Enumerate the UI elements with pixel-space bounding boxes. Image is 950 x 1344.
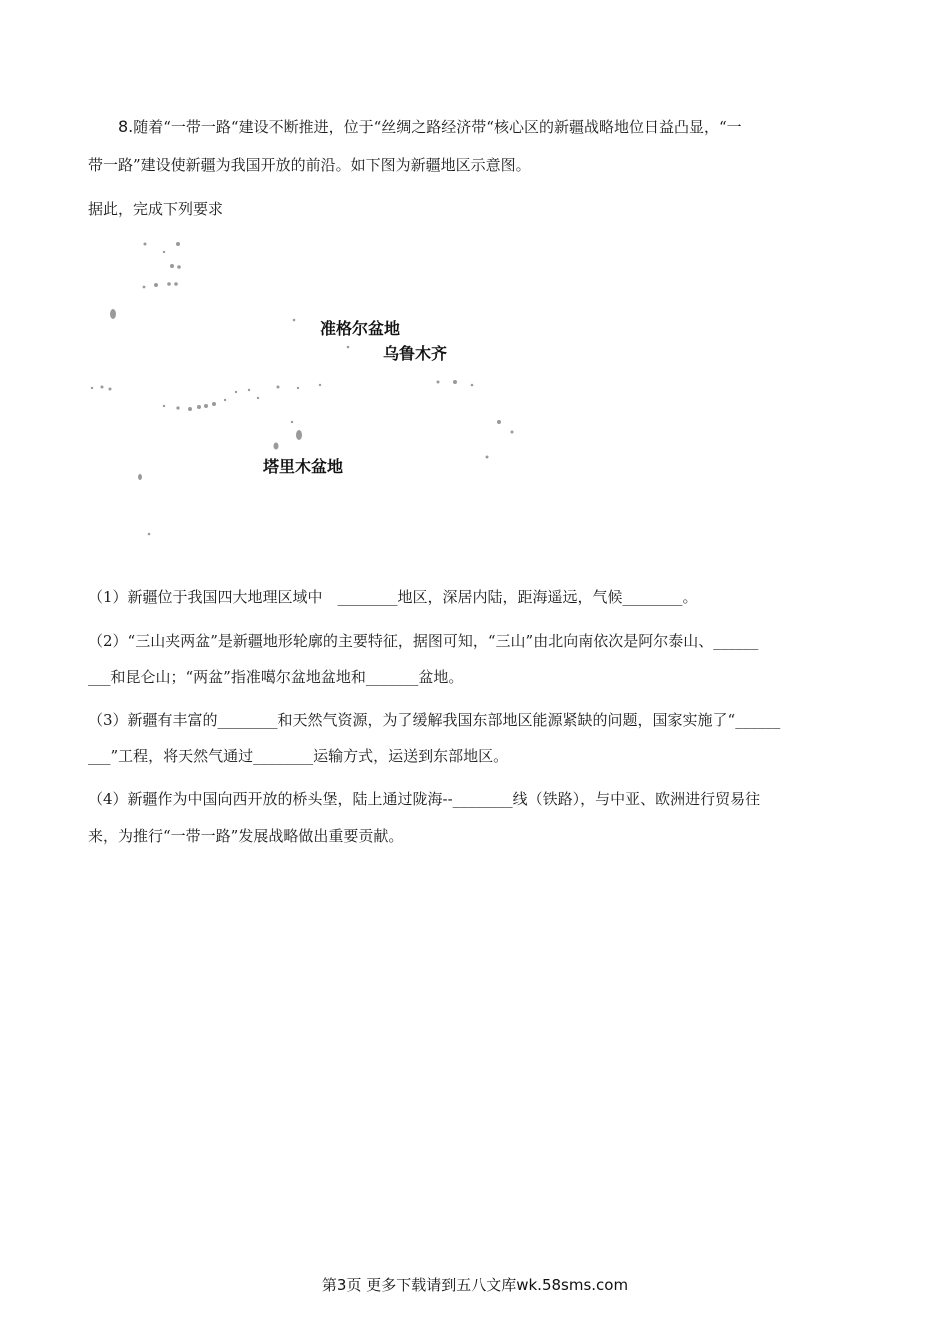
subquestion-4-line2: 来，为推行“一带一路”发展战略做出重要贡献。 xyxy=(88,827,404,845)
subquestion-3-line1: （3）新疆有丰富的________和天然气资源，为了缓解我国东部地区能源紧缺的问题，国家实施了“______ xyxy=(88,711,781,729)
subquestion-3-line2: ___”工程，将天然气通过________运输方式，运送到东部地区。 xyxy=(88,747,509,765)
map-label-tarim: 塔里木盆地 xyxy=(263,457,344,476)
map-label-junggar: 准格尔盆地 xyxy=(320,319,401,338)
subquestion-2-line2: ___和昆仑山；“两盆”指准噶尔盆地盆地和_______盆地。 xyxy=(88,668,464,686)
question-intro-line1 xyxy=(118,117,742,137)
map-label-urumqi: 乌鲁木齐 xyxy=(383,344,448,363)
page-footer: 第3页 更多下载请到五八文库wk.58sms.com xyxy=(321,1276,629,1294)
subquestion-2-line1: （2）“三山夹两盆”是新疆地形轮廓的主要特征，据图可知，“三山”由北向南依次是阿尔泰山、______ xyxy=(88,632,759,650)
xinjiang-map xyxy=(80,232,540,552)
subquestion-1: （1）新疆位于我国四大地理区域中 ________地区，深居内陆，距海遥远，气候________。 xyxy=(88,588,698,606)
map-speckle-graphic xyxy=(80,232,540,552)
question-number: 8. xyxy=(118,117,134,136)
subquestion-4-line1: （4）新疆作为中国向西开放的桥头堡，陆上通过陇海--________线（铁路），与中亚、欧洲进行贸易往 xyxy=(88,790,761,808)
question-intro-line2: 带一路”建设使新疆为我国开放的前沿。如下图为新疆地区示意图。 xyxy=(88,156,531,174)
question-instruction: 据此，完成下列要求 xyxy=(88,200,224,218)
question-intro-text-1: 随着“一带一路“建设不断推进，位于“丝绸之路经济带“核心区的新疆战略地位日益凸显，“一 xyxy=(133,118,742,136)
